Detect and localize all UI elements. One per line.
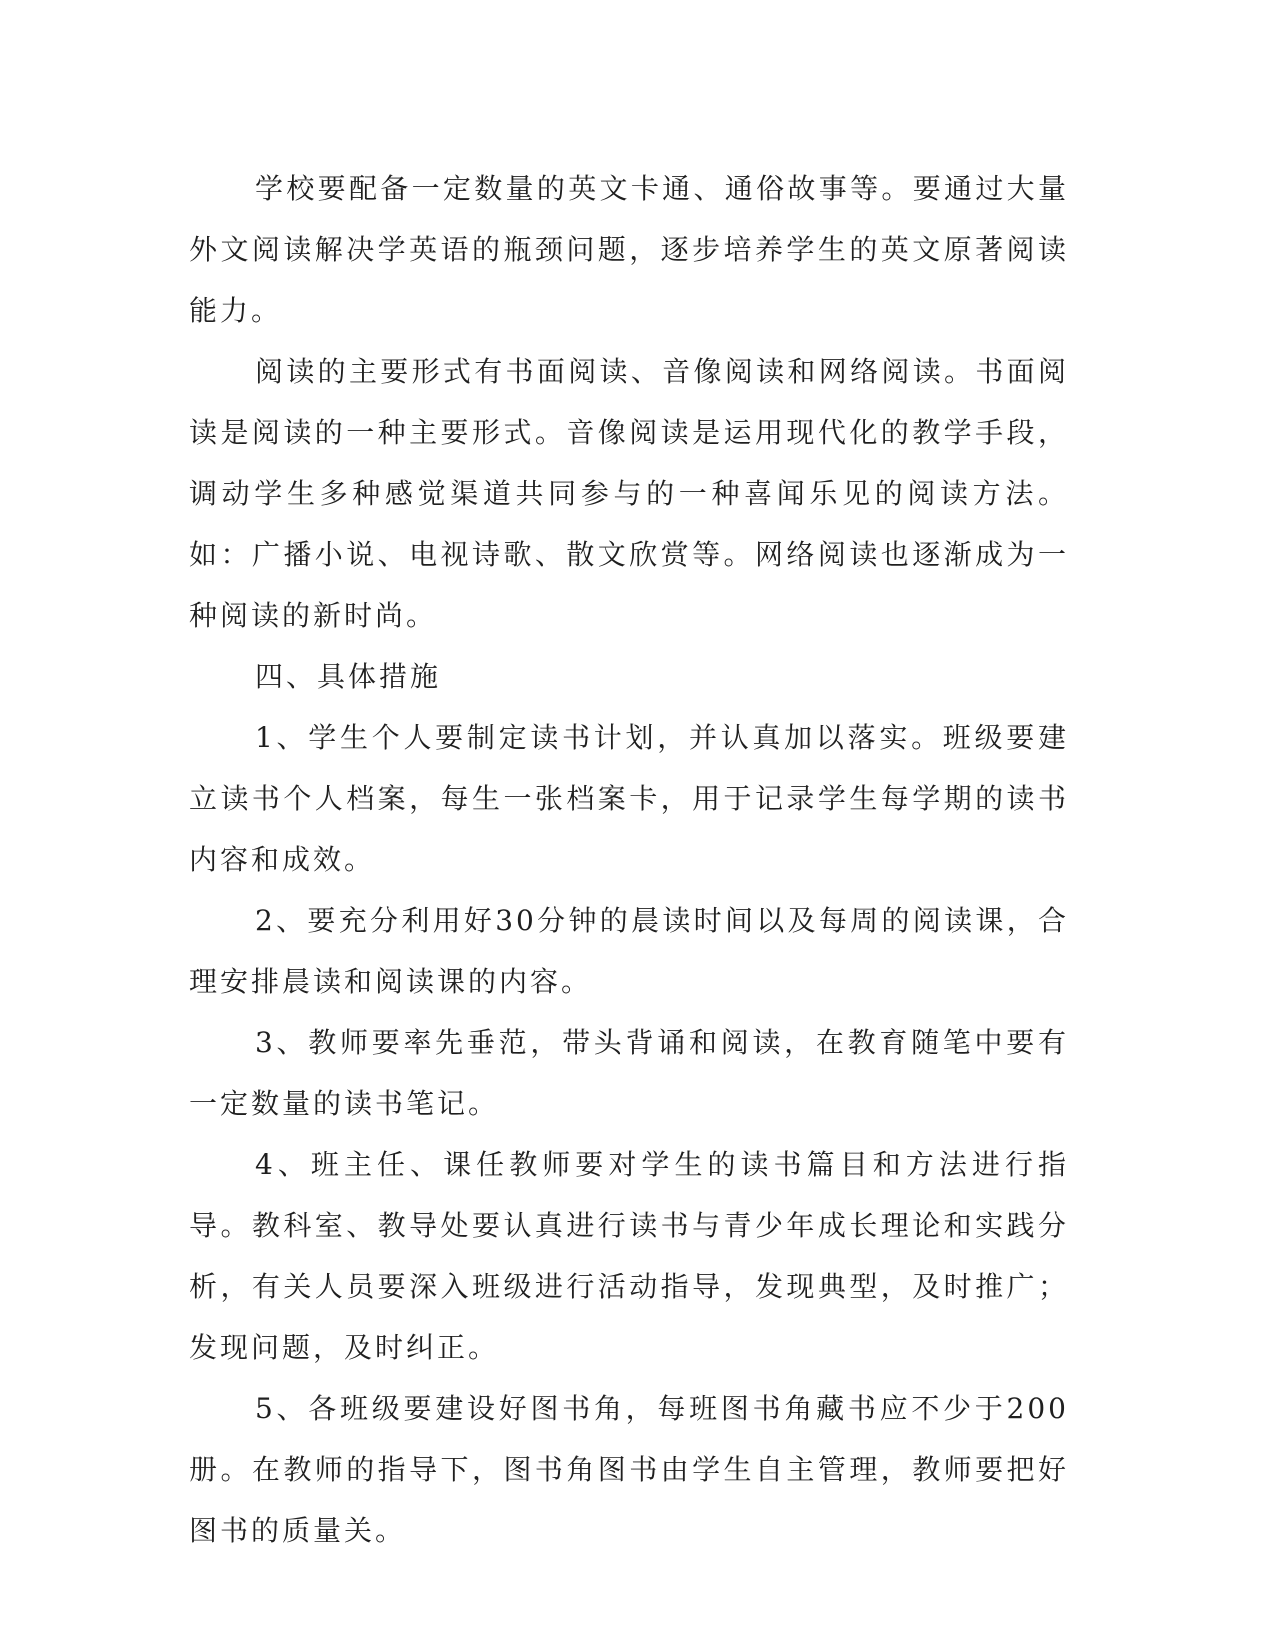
paragraph-measure-1: 1、学生个人要制定读书计划，并认真加以落实。班级要建立读书个人档案，每生一张档案卡，用于记录学生每学期的读书内容和成效。 (189, 721, 1069, 876)
paragraph-measure-5: 5、各班级要建设好图书角，每班图书角藏书应不少于200册。在教师的指导下，图书角图书由学生自主管理，教师要把好图书的质量关。 (189, 1392, 1069, 1547)
paragraph-measure-3: 3、教师要率先垂范，带头背诵和阅读，在教育随笔中要有一定数量的读书笔记。 (189, 1026, 1069, 1120)
paragraph-measure-2: 2、要充分利用好30分钟的晨读时间以及每周的阅读课，合理安排晨读和阅读课的内容。 (189, 904, 1069, 998)
paragraph-reading-forms: 阅读的主要形式有书面阅读、音像阅读和网络阅读。书面阅读是阅读的一种主要形式。音像阅读是运用现代化的教学手段，调动学生多种感觉渠道共同参与的一种喜闻乐见的阅读方法。如：广播小说、电视诗歌、散文欣赏等。网络阅读也逐渐成为一种阅读的新时尚。 (189, 355, 1069, 632)
document-body (189, 158, 1069, 1561)
section-heading-measures: 四、具体措施 (255, 660, 442, 693)
paragraph-measure-4: 4、班主任、课任教师要对学生的读书篇目和方法进行指导。教科室、教导处要认真进行读书与青少年成长理论和实践分析，有关人员要深入班级进行活动指导，发现典型，及时推广；发现问题，及时纠正。 (189, 1148, 1069, 1364)
paragraph-english-reading: 学校要配备一定数量的英文卡通、通俗故事等。要通过大量外文阅读解决学英语的瓶颈问题，逐步培养学生的英文原著阅读能力。 (189, 172, 1069, 327)
